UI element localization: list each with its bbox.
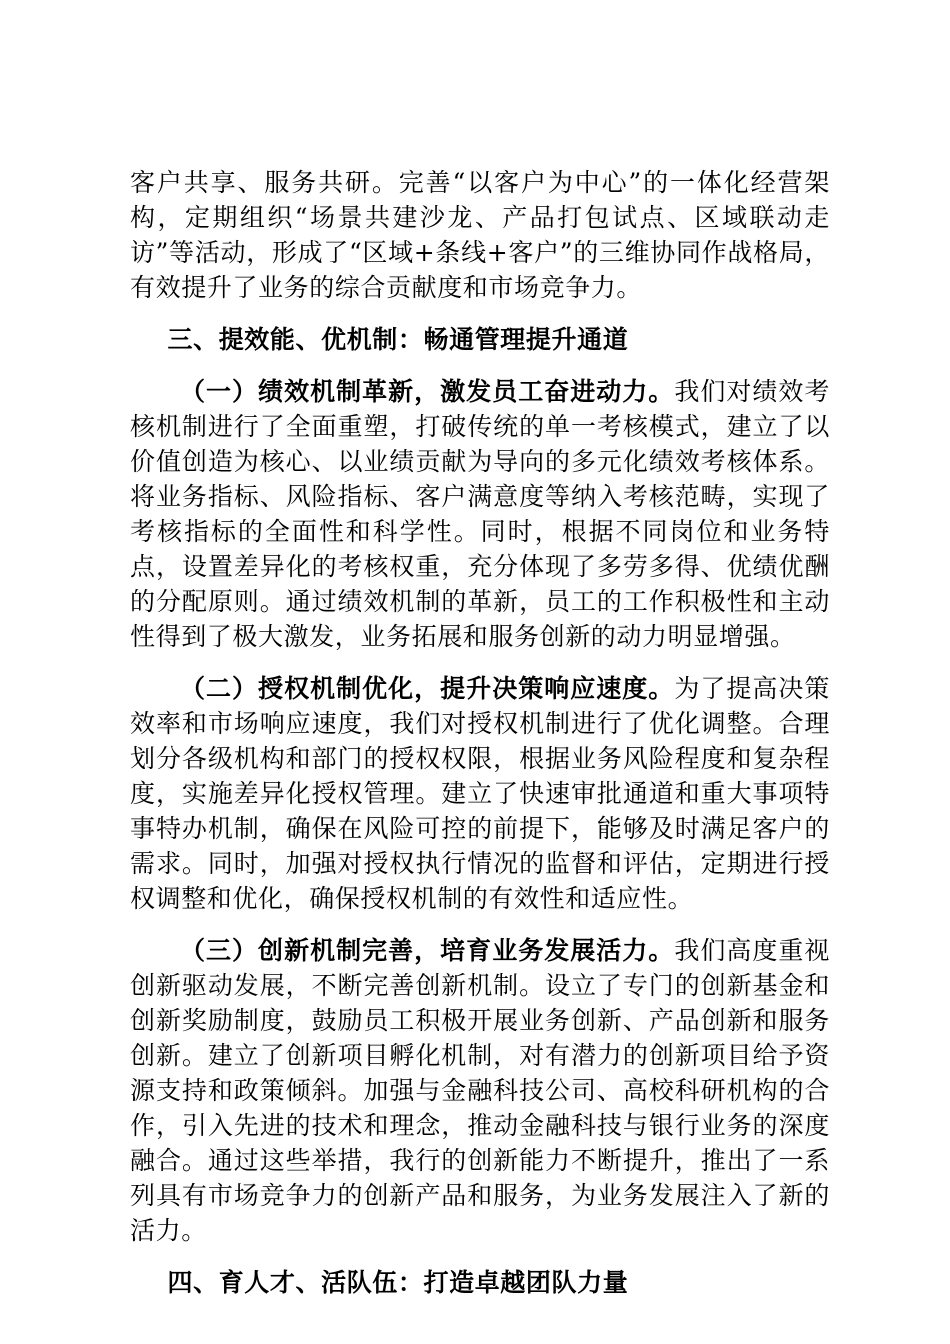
subsection-paragraph-1 [130, 374, 830, 654]
subsection-lead-1: （一）绩效机制革新，激发员工奋进动力。 [180, 377, 675, 406]
subsection-paragraph-2 [130, 671, 830, 916]
subsection-body-3: 我们高度重视创新驱动发展，不断完善创新机制。设立了专门的创新基金和创新奖励制度，鼓励员工积极开展业务创新、产品创新和服务创新。建立了创新项目孵化机制，对有潜力的创新项目给予资源支持和政策倾斜。加强与金融科技公司、高校科研机构的合作，引入先进的技术和理念，推动金融科技与银行业务的深度融合。通过这些举措，我行的创新能力不断提升，推出了一系列具有市场竞争力的创新产品和服务，为业务发展注入了新的活力。 [130, 936, 830, 1245]
subsection-paragraph-3 [130, 933, 830, 1248]
document-body [130, 165, 830, 1317]
section-heading-3: 三、提效能、优机制：畅通管理提升通道 [167, 325, 629, 354]
section-heading-4: 四、育人才、活队伍：打造卓越团队力量 [167, 1268, 629, 1297]
subsection-lead-2: （二）授权机制优化，提升决策响应速度。 [180, 674, 675, 703]
subsection-body-1: 我们对绩效考核机制进行了全面重塑，打破传统的单一考核模式，建立了以价值创造为核心、以业绩贡献为导向的多元化绩效考核体系。将业务指标、风险指标、客户满意度等纳入考核范畴，实现了考核指标的全面性和科学性。同时，根据不同岗位和业务特点，设置差异化的考核权重，充分体现了多劳多得、优绩优酬的分配原则。通过绩效机制的革新，员工的工作积极性和主动性得到了极大激发，业务拓展和服务创新的动力明显增强。 [130, 377, 830, 651]
intro-paragraph: 客户共享、服务共研。完善“以客户为中心”的一体化经营架构，定期组织“场景共建沙龙、产品打包试点、区域联动走访”等活动，形成了“区域+条线+客户”的三维协同作战格局，有效提升了业务的综合贡献度和市场竞争力。 [130, 168, 830, 302]
subsection-body-2: 为了提高决策效率和市场响应速度，我们对授权机制进行了优化调整。合理划分各级机构和部门的授权权限，根据业务风险程度和复杂程度，实施差异化授权管理。建立了快速审批通道和重大事项特事特办机制，确保在风险可控的前提下，能够及时满足客户的需求。同时，加强对授权执行情况的监督和评估，定期进行授权调整和优化，确保授权机制的有效性和适应性。 [130, 674, 830, 913]
subsection-lead-3: （三）创新机制完善，培育业务发展活力。 [180, 936, 675, 965]
